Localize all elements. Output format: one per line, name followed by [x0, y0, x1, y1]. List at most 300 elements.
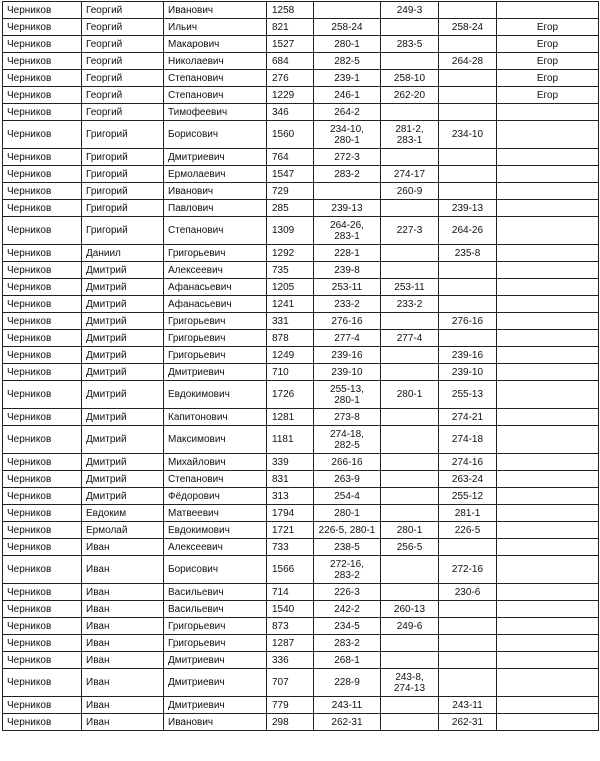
- table-row: [3, 426, 599, 454]
- reference-1-cell: 280-1: [314, 36, 381, 53]
- surname-cell: Черников: [3, 381, 82, 409]
- reference-2-cell: [381, 245, 439, 262]
- reference-2-cell: [381, 635, 439, 652]
- patronymic-cell: Павлович: [164, 200, 267, 217]
- reference-1-cell: 238-5: [314, 539, 381, 556]
- patronymic-cell: Дмитриевич: [164, 149, 267, 166]
- note-cell: [497, 409, 599, 426]
- reference-3-cell: [439, 183, 497, 200]
- reference-1-cell: 239-8: [314, 262, 381, 279]
- reference-2-cell: [381, 262, 439, 279]
- table-row: [3, 183, 599, 200]
- given-name-cell: Евдоким: [82, 505, 164, 522]
- reference-3-cell: 230-6: [439, 584, 497, 601]
- reference-1-cell: 273-8: [314, 409, 381, 426]
- given-name-cell: Дмитрий: [82, 296, 164, 313]
- reference-3-cell: 226-5: [439, 522, 497, 539]
- surname-cell: Черников: [3, 36, 82, 53]
- number-cell: 707: [267, 669, 314, 697]
- reference-2-cell: 277-4: [381, 330, 439, 347]
- reference-2-cell: 253-11: [381, 279, 439, 296]
- reference-2-cell: 262-20: [381, 87, 439, 104]
- given-name-cell: Иван: [82, 697, 164, 714]
- given-name-cell: Дмитрий: [82, 347, 164, 364]
- table-row: [3, 70, 599, 87]
- reference-1-cell: 274-18, 282-5: [314, 426, 381, 454]
- reference-2-cell: [381, 104, 439, 121]
- reference-3-cell: 243-11: [439, 697, 497, 714]
- given-name-cell: Ермолай: [82, 522, 164, 539]
- reference-2-cell: [381, 426, 439, 454]
- table-row: [3, 121, 599, 149]
- reference-2-cell: [381, 347, 439, 364]
- number-cell: 313: [267, 488, 314, 505]
- number-cell: 873: [267, 618, 314, 635]
- table-row: [3, 364, 599, 381]
- reference-1-cell: 246-1: [314, 87, 381, 104]
- number-cell: 1726: [267, 381, 314, 409]
- patronymic-cell: Григорьевич: [164, 347, 267, 364]
- surname-cell: Черников: [3, 539, 82, 556]
- note-cell: [497, 539, 599, 556]
- reference-1-cell: 262-31: [314, 714, 381, 731]
- table-row: [3, 454, 599, 471]
- given-name-cell: Дмитрий: [82, 454, 164, 471]
- number-cell: 1181: [267, 426, 314, 454]
- reference-1-cell: 272-3: [314, 149, 381, 166]
- reference-3-cell: 274-21: [439, 409, 497, 426]
- reference-1-cell: 255-13, 280-1: [314, 381, 381, 409]
- reference-2-cell: 283-5: [381, 36, 439, 53]
- number-cell: 1292: [267, 245, 314, 262]
- surname-cell: Черников: [3, 19, 82, 36]
- reference-1-cell: 282-5: [314, 53, 381, 70]
- number-cell: 1258: [267, 2, 314, 19]
- note-cell: [497, 279, 599, 296]
- patronymic-cell: Дмитриевич: [164, 364, 267, 381]
- number-cell: 733: [267, 539, 314, 556]
- number-cell: 1560: [267, 121, 314, 149]
- reference-1-cell: 263-9: [314, 471, 381, 488]
- patronymic-cell: Борисович: [164, 556, 267, 584]
- reference-1-cell: 283-2: [314, 635, 381, 652]
- reference-3-cell: 239-13: [439, 200, 497, 217]
- table-row: [3, 714, 599, 731]
- surname-cell: Черников: [3, 556, 82, 584]
- patronymic-cell: Степанович: [164, 87, 267, 104]
- given-name-cell: Григорий: [82, 121, 164, 149]
- number-cell: 1794: [267, 505, 314, 522]
- patronymic-cell: Ермолаевич: [164, 166, 267, 183]
- number-cell: 1281: [267, 409, 314, 426]
- table-row: [3, 601, 599, 618]
- reference-1-cell: 264-2: [314, 104, 381, 121]
- reference-3-cell: [439, 87, 497, 104]
- reference-3-cell: [439, 70, 497, 87]
- table-row: [3, 313, 599, 330]
- number-cell: 339: [267, 454, 314, 471]
- given-name-cell: Григорий: [82, 200, 164, 217]
- reference-1-cell: 253-11: [314, 279, 381, 296]
- reference-3-cell: 258-24: [439, 19, 497, 36]
- reference-1-cell: 226-5, 280-1: [314, 522, 381, 539]
- register-table-body: [3, 2, 599, 731]
- reference-2-cell: 260-13: [381, 601, 439, 618]
- reference-1-cell: 239-10: [314, 364, 381, 381]
- reference-3-cell: 255-12: [439, 488, 497, 505]
- reference-3-cell: 264-26: [439, 217, 497, 245]
- patronymic-cell: Дмитриевич: [164, 669, 267, 697]
- surname-cell: Черников: [3, 279, 82, 296]
- given-name-cell: Дмитрий: [82, 330, 164, 347]
- reference-1-cell: 272-16, 283-2: [314, 556, 381, 584]
- given-name-cell: Даниил: [82, 245, 164, 262]
- reference-3-cell: [439, 635, 497, 652]
- patronymic-cell: Алексеевич: [164, 262, 267, 279]
- given-name-cell: Иван: [82, 601, 164, 618]
- reference-2-cell: 227-3: [381, 217, 439, 245]
- table-row: [3, 635, 599, 652]
- patronymic-cell: Степанович: [164, 217, 267, 245]
- given-name-cell: Иван: [82, 584, 164, 601]
- reference-3-cell: [439, 539, 497, 556]
- surname-cell: Черников: [3, 584, 82, 601]
- reference-1-cell: 226-3: [314, 584, 381, 601]
- given-name-cell: Иван: [82, 539, 164, 556]
- reference-1-cell: 280-1: [314, 505, 381, 522]
- reference-3-cell: [439, 330, 497, 347]
- reference-3-cell: 274-16: [439, 454, 497, 471]
- reference-2-cell: [381, 454, 439, 471]
- note-cell: [497, 347, 599, 364]
- given-name-cell: Иван: [82, 714, 164, 731]
- surname-cell: Черников: [3, 635, 82, 652]
- reference-1-cell: [314, 183, 381, 200]
- table-row: [3, 279, 599, 296]
- patronymic-cell: Иванович: [164, 714, 267, 731]
- surname-cell: Черников: [3, 454, 82, 471]
- number-cell: 1540: [267, 601, 314, 618]
- reference-3-cell: [439, 296, 497, 313]
- note-cell: Егор: [497, 36, 599, 53]
- patronymic-cell: Матвеевич: [164, 505, 267, 522]
- number-cell: 710: [267, 364, 314, 381]
- reference-2-cell: 274-17: [381, 166, 439, 183]
- note-cell: [497, 364, 599, 381]
- table-row: [3, 53, 599, 70]
- surname-cell: Черников: [3, 618, 82, 635]
- reference-3-cell: [439, 618, 497, 635]
- reference-3-cell: 235-8: [439, 245, 497, 262]
- surname-cell: Черников: [3, 183, 82, 200]
- surname-cell: Черников: [3, 669, 82, 697]
- surname-cell: Черников: [3, 200, 82, 217]
- reference-1-cell: 234-10, 280-1: [314, 121, 381, 149]
- reference-3-cell: 255-13: [439, 381, 497, 409]
- note-cell: [497, 488, 599, 505]
- given-name-cell: Георгий: [82, 2, 164, 19]
- reference-3-cell: 234-10: [439, 121, 497, 149]
- surname-cell: Черников: [3, 217, 82, 245]
- reference-3-cell: 272-16: [439, 556, 497, 584]
- reference-2-cell: [381, 652, 439, 669]
- given-name-cell: Георгий: [82, 104, 164, 121]
- patronymic-cell: Афанасьевич: [164, 279, 267, 296]
- table-row: [3, 471, 599, 488]
- surname-cell: Черников: [3, 652, 82, 669]
- number-cell: 1241: [267, 296, 314, 313]
- table-row: [3, 409, 599, 426]
- surname-cell: Черников: [3, 488, 82, 505]
- number-cell: 684: [267, 53, 314, 70]
- reference-1-cell: 228-1: [314, 245, 381, 262]
- table-row: [3, 36, 599, 53]
- number-cell: 1566: [267, 556, 314, 584]
- number-cell: 1229: [267, 87, 314, 104]
- note-cell: Егор: [497, 19, 599, 36]
- patronymic-cell: Михайлович: [164, 454, 267, 471]
- patronymic-cell: Васильевич: [164, 601, 267, 618]
- note-cell: [497, 2, 599, 19]
- reference-3-cell: [439, 279, 497, 296]
- reference-1-cell: 234-5: [314, 618, 381, 635]
- number-cell: 1721: [267, 522, 314, 539]
- patronymic-cell: Степанович: [164, 471, 267, 488]
- note-cell: [497, 669, 599, 697]
- reference-3-cell: 264-28: [439, 53, 497, 70]
- reference-3-cell: [439, 262, 497, 279]
- number-cell: 821: [267, 19, 314, 36]
- reference-2-cell: 280-1: [381, 522, 439, 539]
- given-name-cell: Георгий: [82, 53, 164, 70]
- note-cell: [497, 584, 599, 601]
- table-row: [3, 505, 599, 522]
- table-row: [3, 381, 599, 409]
- note-cell: [497, 104, 599, 121]
- surname-cell: Черников: [3, 296, 82, 313]
- reference-1-cell: 276-16: [314, 313, 381, 330]
- note-cell: [497, 183, 599, 200]
- given-name-cell: Дмитрий: [82, 262, 164, 279]
- reference-2-cell: 260-9: [381, 183, 439, 200]
- reference-2-cell: 233-2: [381, 296, 439, 313]
- number-cell: 331: [267, 313, 314, 330]
- reference-2-cell: 256-5: [381, 539, 439, 556]
- reference-2-cell: 249-3: [381, 2, 439, 19]
- surname-cell: Черников: [3, 2, 82, 19]
- note-cell: [497, 217, 599, 245]
- surname-cell: Черников: [3, 121, 82, 149]
- patronymic-cell: Григорьевич: [164, 245, 267, 262]
- given-name-cell: Георгий: [82, 19, 164, 36]
- surname-cell: Черников: [3, 149, 82, 166]
- table-row: [3, 217, 599, 245]
- note-cell: [497, 697, 599, 714]
- table-row: [3, 87, 599, 104]
- patronymic-cell: Евдокимович: [164, 522, 267, 539]
- register-table: [2, 1, 599, 731]
- reference-2-cell: [381, 53, 439, 70]
- surname-cell: Черников: [3, 347, 82, 364]
- given-name-cell: Дмитрий: [82, 409, 164, 426]
- patronymic-cell: Макарович: [164, 36, 267, 53]
- reference-2-cell: [381, 697, 439, 714]
- reference-3-cell: 274-18: [439, 426, 497, 454]
- note-cell: [497, 330, 599, 347]
- number-cell: 831: [267, 471, 314, 488]
- note-cell: [497, 296, 599, 313]
- surname-cell: Черников: [3, 330, 82, 347]
- reference-2-cell: [381, 471, 439, 488]
- table-row: [3, 166, 599, 183]
- number-cell: 878: [267, 330, 314, 347]
- given-name-cell: Иван: [82, 635, 164, 652]
- table-row: [3, 347, 599, 364]
- reference-2-cell: [381, 505, 439, 522]
- reference-2-cell: [381, 556, 439, 584]
- reference-3-cell: 281-1: [439, 505, 497, 522]
- reference-1-cell: 268-1: [314, 652, 381, 669]
- given-name-cell: Григорий: [82, 149, 164, 166]
- table-row: [3, 19, 599, 36]
- reference-2-cell: [381, 364, 439, 381]
- note-cell: [497, 262, 599, 279]
- note-cell: [497, 471, 599, 488]
- reference-1-cell: 243-11: [314, 697, 381, 714]
- reference-1-cell: 264-26, 283-1: [314, 217, 381, 245]
- table-row: [3, 296, 599, 313]
- note-cell: [497, 381, 599, 409]
- reference-1-cell: 239-16: [314, 347, 381, 364]
- number-cell: 764: [267, 149, 314, 166]
- patronymic-cell: Иванович: [164, 2, 267, 19]
- reference-3-cell: 262-31: [439, 714, 497, 731]
- number-cell: 779: [267, 697, 314, 714]
- surname-cell: Черников: [3, 104, 82, 121]
- reference-1-cell: 239-13: [314, 200, 381, 217]
- reference-1-cell: 283-2: [314, 166, 381, 183]
- reference-1-cell: [314, 2, 381, 19]
- reference-2-cell: [381, 200, 439, 217]
- patronymic-cell: Васильевич: [164, 584, 267, 601]
- reference-3-cell: [439, 36, 497, 53]
- reference-2-cell: [381, 409, 439, 426]
- table-row: [3, 652, 599, 669]
- given-name-cell: Григорий: [82, 166, 164, 183]
- note-cell: [497, 149, 599, 166]
- table-row: [3, 245, 599, 262]
- surname-cell: Черников: [3, 364, 82, 381]
- note-cell: [497, 635, 599, 652]
- patronymic-cell: Григорьевич: [164, 330, 267, 347]
- note-cell: [497, 618, 599, 635]
- patronymic-cell: Тимофеевич: [164, 104, 267, 121]
- number-cell: 729: [267, 183, 314, 200]
- note-cell: [497, 166, 599, 183]
- note-cell: [497, 454, 599, 471]
- surname-cell: Черников: [3, 245, 82, 262]
- reference-3-cell: [439, 669, 497, 697]
- reference-3-cell: [439, 149, 497, 166]
- table-row: [3, 522, 599, 539]
- reference-1-cell: 242-2: [314, 601, 381, 618]
- note-cell: Егор: [497, 70, 599, 87]
- reference-3-cell: [439, 104, 497, 121]
- number-cell: 1547: [267, 166, 314, 183]
- given-name-cell: Григорий: [82, 183, 164, 200]
- number-cell: 735: [267, 262, 314, 279]
- given-name-cell: Георгий: [82, 36, 164, 53]
- reference-3-cell: 239-10: [439, 364, 497, 381]
- patronymic-cell: Григорьевич: [164, 618, 267, 635]
- surname-cell: Черников: [3, 426, 82, 454]
- patronymic-cell: Капитонович: [164, 409, 267, 426]
- note-cell: Егор: [497, 53, 599, 70]
- reference-1-cell: 239-1: [314, 70, 381, 87]
- reference-1-cell: 233-2: [314, 296, 381, 313]
- patronymic-cell: Евдокимович: [164, 381, 267, 409]
- table-row: [3, 262, 599, 279]
- patronymic-cell: Дмитриевич: [164, 697, 267, 714]
- table-row: [3, 669, 599, 697]
- patronymic-cell: Фёдорович: [164, 488, 267, 505]
- reference-2-cell: 280-1: [381, 381, 439, 409]
- reference-3-cell: 276-16: [439, 313, 497, 330]
- surname-cell: Черников: [3, 313, 82, 330]
- patronymic-cell: Афанасьевич: [164, 296, 267, 313]
- given-name-cell: Иван: [82, 556, 164, 584]
- surname-cell: Черников: [3, 87, 82, 104]
- patronymic-cell: Григорьевич: [164, 313, 267, 330]
- surname-cell: Черников: [3, 70, 82, 87]
- number-cell: 1309: [267, 217, 314, 245]
- surname-cell: Черников: [3, 166, 82, 183]
- patronymic-cell: Алексеевич: [164, 539, 267, 556]
- table-row: [3, 2, 599, 19]
- patronymic-cell: Максимович: [164, 426, 267, 454]
- number-cell: 1205: [267, 279, 314, 296]
- note-cell: [497, 601, 599, 618]
- surname-cell: Черников: [3, 53, 82, 70]
- reference-3-cell: 263-24: [439, 471, 497, 488]
- reference-2-cell: [381, 584, 439, 601]
- note-cell: [497, 121, 599, 149]
- reference-1-cell: 258-24: [314, 19, 381, 36]
- table-row: [3, 556, 599, 584]
- reference-2-cell: [381, 313, 439, 330]
- patronymic-cell: Ильич: [164, 19, 267, 36]
- table-row: [3, 539, 599, 556]
- table-row: [3, 330, 599, 347]
- given-name-cell: Иван: [82, 669, 164, 697]
- number-cell: 285: [267, 200, 314, 217]
- given-name-cell: Дмитрий: [82, 381, 164, 409]
- reference-2-cell: [381, 19, 439, 36]
- given-name-cell: Дмитрий: [82, 426, 164, 454]
- note-cell: [497, 556, 599, 584]
- surname-cell: Черников: [3, 714, 82, 731]
- reference-3-cell: 239-16: [439, 347, 497, 364]
- given-name-cell: Иван: [82, 618, 164, 635]
- note-cell: [497, 522, 599, 539]
- table-row: [3, 697, 599, 714]
- table-row: [3, 104, 599, 121]
- surname-cell: Черников: [3, 505, 82, 522]
- reference-3-cell: [439, 652, 497, 669]
- patronymic-cell: Иванович: [164, 183, 267, 200]
- surname-cell: Черников: [3, 409, 82, 426]
- reference-3-cell: [439, 166, 497, 183]
